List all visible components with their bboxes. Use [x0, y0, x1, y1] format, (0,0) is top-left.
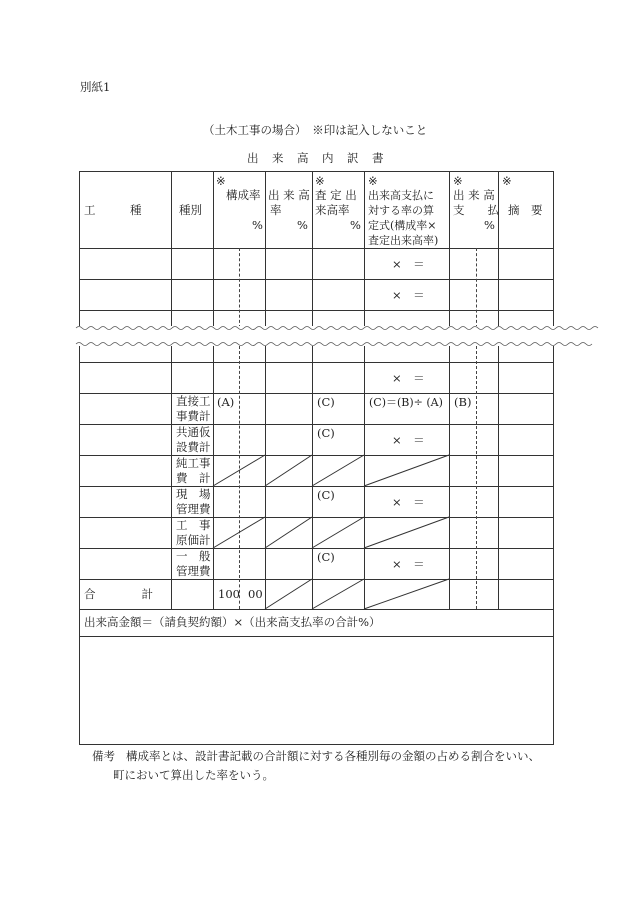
- row-label-ippan-2: 管理費: [176, 564, 211, 578]
- row-label-genba: 現 場: [176, 487, 211, 501]
- header-kouseiritsu-mark: ※: [216, 174, 226, 188]
- row-label-genba-2: 管理費: [176, 502, 211, 516]
- row-label-kouji-genka: 工 事: [176, 518, 211, 532]
- header-shiharai: 出来高支払に: [368, 189, 434, 202]
- header-kouseiritsu: 構成率: [226, 188, 261, 202]
- amount-formula: 出来高金額＝（請負契約額）×（出来高支払率の合計%）: [84, 615, 381, 629]
- total-rate-dec: 00: [248, 587, 263, 601]
- note-label: 備考: [92, 749, 115, 763]
- header-satei-mark: ※: [315, 174, 325, 188]
- header-tekiyou-mark: ※: [502, 174, 512, 188]
- row-label-junkouji-2: 費 計: [176, 471, 211, 485]
- mark-c: (C): [317, 395, 335, 409]
- header-dekidaka-shiharai-mark: ※: [453, 174, 463, 188]
- header-dekidaka: 出 来 高: [268, 188, 310, 202]
- mark-a: (A): [217, 395, 235, 409]
- formula-placeholder: × ＝: [392, 557, 425, 571]
- mark-c: (C): [317, 550, 335, 564]
- page-title: 出 来 高 内 訳 書: [247, 151, 385, 165]
- subtitle: （土木工事の場合） ※印は記入しないこと: [203, 123, 428, 137]
- formula-placeholder: × ＝: [392, 433, 425, 447]
- formula-placeholder: × ＝: [392, 371, 425, 385]
- header-dekidaka-2: 率: [270, 203, 282, 217]
- header-dekidaka-shiharai-unit: %: [484, 218, 495, 232]
- row-label-goukei: 合 計: [84, 587, 153, 601]
- header-satei-2: 来高率: [315, 203, 350, 217]
- row-label-chokusetsu-2: 事費計: [176, 409, 211, 423]
- row-label-chokusetsu: 直接工: [176, 394, 211, 408]
- mark-b: (B): [454, 395, 472, 409]
- header-shiharai-3: 定式(構成率×: [368, 219, 437, 232]
- attachment-label: 別紙1: [80, 80, 111, 94]
- formula-c: (C)＝(B)÷ (A): [369, 396, 443, 409]
- mark-c: (C): [317, 488, 335, 502]
- header-tekiyou: 摘 要: [508, 203, 543, 217]
- header-satei: 査 定 出: [315, 188, 357, 202]
- row-label-junkouji: 純工事: [176, 456, 211, 470]
- header-dekidaka-shiharai: 出 来 高: [453, 188, 495, 202]
- header-shubetsu: 種別: [179, 203, 202, 217]
- note-line-2: 町において算出した率をいう。: [113, 768, 274, 782]
- formula-placeholder: × ＝: [392, 288, 425, 302]
- formula-placeholder: × ＝: [392, 257, 425, 271]
- header-shiharai-2: 対する率の算: [368, 204, 434, 217]
- note-line-1: 構成率とは、設計書記載の合計額に対する各種別毎の金額の占める割合をいい、: [126, 749, 540, 763]
- header-dekidaka-shiharai-2: 支 払: [453, 203, 499, 217]
- row-label-ippan: 一 般: [176, 549, 211, 563]
- header-shiharai-4: 査定出来高率): [368, 234, 439, 247]
- formula-placeholder: × ＝: [392, 495, 425, 509]
- header-koushu: 工 種: [84, 203, 142, 217]
- row-label-kyoutsu-2: 設費計: [176, 440, 211, 454]
- header-kouseiritsu-unit: %: [252, 218, 263, 232]
- total-rate-int: 100: [218, 587, 240, 601]
- mark-c: (C): [317, 426, 335, 440]
- header-dekidaka-unit: %: [297, 218, 308, 232]
- header-satei-unit: %: [350, 218, 361, 232]
- header-shiharai-mark: ※: [368, 174, 378, 188]
- row-label-kouji-genka-2: 原価計: [176, 533, 211, 547]
- row-label-kyoutsu: 共通仮: [176, 425, 211, 439]
